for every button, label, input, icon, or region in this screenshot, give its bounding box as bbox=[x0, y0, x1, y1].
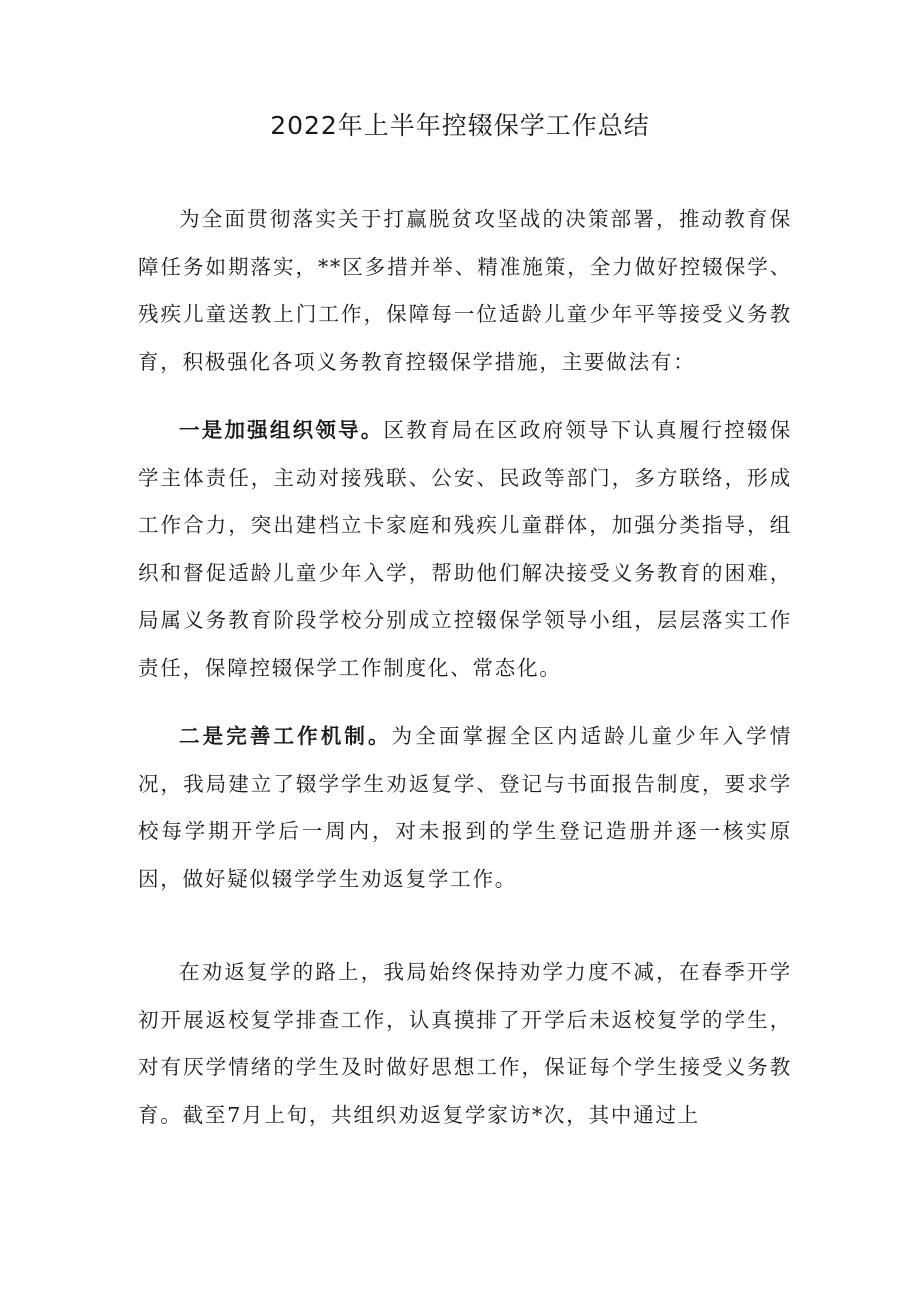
paragraph-organization bbox=[138, 407, 792, 692]
paragraph-text: 为全面贯彻落实关于打赢脱贫攻坚战的决策部署，推动教育保障任务如期落实，**区多措并举、精准施策，全力做好控辍保学、残疾儿童送教上门工作，保障每一位适龄儿童少年平等接受义务教育，积极强化各项义务教育控辍保学措施，主要做法有： bbox=[138, 207, 792, 374]
paragraph-intro bbox=[138, 196, 792, 386]
paragraph-text: 在劝返复学的路上，我局始终保持劝学力度不减，在春季开学初开展返校复学排查工作，认真摸排了开学后未返校复学的学生，对有厌学情绪的学生及时做好思想工作，保证每个学生接受义务教育。截至7月上旬，共组织劝返复学家访*次，其中通过上 bbox=[138, 960, 792, 1127]
paragraph-lead: 二是完善工作机制。 bbox=[179, 724, 392, 748]
paragraph-mechanism bbox=[138, 713, 792, 903]
paragraph-text: 区教育局在区政府领导下认真履行控辍保学主体责任，主动对接残联、公安、民政等部门，多方联络，形成工作合力，突出建档立卡家庭和残疾儿童群体，加强分类指导，组织和督促适龄儿童少年入学，帮助他们解决接受义务教育的困难，局属义务教育阶段学校分别成立控辍保学领导小组，层层落实工作责任，保障控辍保学工作制度化、常态化。 bbox=[138, 418, 793, 680]
paragraph-lead: 一是加强组织领导。 bbox=[179, 418, 384, 442]
paragraph-return-to-school bbox=[138, 949, 792, 1139]
document-title: 2022年上半年控辍保学工作总结 bbox=[270, 111, 650, 140]
paragraph-text: 为全面掌握全区内适龄儿童少年入学情况，我局建立了辍学学生劝返复学、登记与书面报告制度，要求学校每学期开学后一周内，对未报到的学生登记造册并逐一核实原因，做好疑似辍学学生劝返复学工作。 bbox=[138, 724, 792, 891]
